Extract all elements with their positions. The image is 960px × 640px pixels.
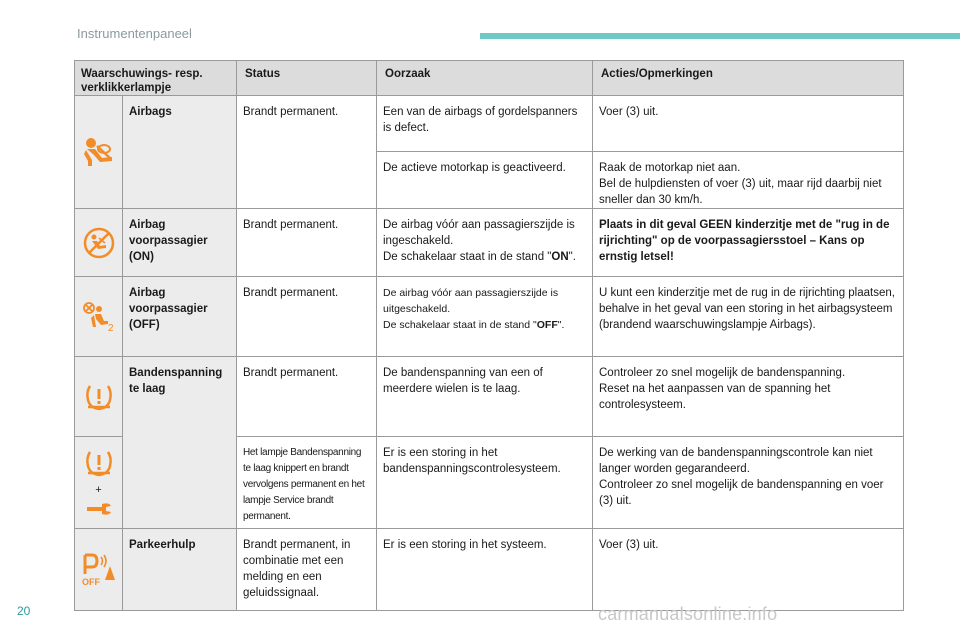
page-number: 20 [17, 604, 31, 618]
cause-text: Er is een storing in het systeem. [377, 529, 593, 611]
section-title: Instrumentenpaneel [77, 26, 192, 41]
action-text: U kunt een kinderzitje met de rug in de rijrichting plaatsen, behalve in het geval van een storing in het airbagsysteem (brandend waarschuwingslampje Airbags). [593, 277, 904, 357]
status-text: Brandt permanent. [237, 357, 377, 437]
action-line: Raak de motorkap niet aan. [599, 162, 741, 174]
action-text: Voer (3) uit. [593, 529, 904, 611]
park-assist-off-icon [75, 529, 123, 611]
status-text: Brandt permanent. [237, 209, 377, 277]
lamp-name: Bandenspanning te laag [123, 357, 237, 529]
watermark: carmanualsonline.info [598, 604, 778, 624]
cause-line [383, 317, 586, 333]
lamp-name: Airbag voorpassagier (ON) [123, 209, 237, 277]
table-header-row [75, 61, 904, 96]
passenger-airbag-off-icon [75, 277, 123, 357]
cause-line: De airbag vóór aan passagierszijde is uitgeschakeld. [383, 287, 559, 315]
title-accent-bar [480, 33, 960, 39]
tyre-service-icons [75, 437, 123, 529]
action-line: Bel de hulpdiensten of voer (3) uit, maar rijd daarbij niet sneller dan 30 km/h. [599, 178, 882, 206]
tyre-pressure-icon [75, 357, 123, 437]
action-text: Voer (3) uit. [593, 96, 904, 152]
passenger-airbag-on-icon [75, 209, 123, 277]
status-text: Brandt permanent, in combinatie met een melding en een geluidssignaal. [237, 529, 377, 611]
action-line: De werking van de bandenspanningscontrole kan niet langer worden gegarandeerd. [599, 447, 873, 475]
status-text: Het lampje Bandenspanning te laag knippert en brandt vervolgens permanent en het lampje Service brandt permanent. [237, 437, 377, 529]
cause-text-post: ". [557, 319, 565, 331]
cause-text-pre: De schakelaar staat in de stand " [383, 251, 552, 263]
column-header-action: Acties/Opmerkingen [593, 61, 904, 96]
switch-position: OFF [536, 319, 558, 331]
table-row [75, 529, 904, 611]
action-text [593, 357, 904, 437]
lamp-name: Parkeerhulp [123, 529, 237, 611]
status-text: Brandt permanent. [237, 277, 377, 357]
status-text: Brandt permanent. [237, 96, 377, 209]
cause-line [383, 249, 586, 265]
action-text: Plaats in dit geval GEEN kinderzitje met de "rug in de rijrichting" op de voorpassagiersstoel – Kans op ernstig letsel! [593, 209, 904, 277]
column-header-status: Status [237, 61, 377, 96]
table-row [75, 277, 904, 357]
tyre-pressure-icon [84, 448, 114, 478]
cause-text-post: ". [568, 251, 576, 263]
column-header-lamp: Waarschuwings- resp. verklikkerlampje [75, 61, 237, 96]
action-text [593, 152, 904, 209]
cause-text [377, 277, 593, 357]
svg-text:2: 2 [107, 322, 114, 333]
lamp-name: Airbags [123, 96, 237, 209]
cause-text: De actieve motorkap is geactiveerd. [377, 152, 593, 209]
switch-position: ON [551, 251, 569, 263]
column-header-cause: Oorzaak [377, 61, 593, 96]
lamp-name: Airbag voorpassagier (OFF) [123, 277, 237, 357]
cause-text: De bandenspanning van een of meerdere wielen is te laag. [377, 357, 593, 437]
action-text [593, 437, 904, 529]
action-line: Controleer zo snel mogelijk de bandenspanning. [599, 367, 846, 379]
table-row [75, 96, 904, 152]
airbag-warning-icon [75, 96, 123, 209]
cause-text [377, 209, 593, 277]
table-row [75, 357, 904, 437]
table-row [75, 209, 904, 277]
cause-text: Een van de airbags of gordelspanners is defect. [377, 96, 593, 152]
off-label: OFF [81, 576, 100, 587]
cause-text-pre: De schakelaar staat in de stand " [383, 319, 537, 331]
action-line: Controleer zo snel mogelijk de bandenspanning en voer (3) uit. [599, 479, 884, 507]
cause-text: Er is een storing in het bandenspanningscontrolesysteem. [377, 437, 593, 529]
warning-lamps-table [74, 60, 904, 611]
cause-line: De airbag vóór aan passagierszijde is ingeschakeld. [383, 219, 575, 247]
service-wrench-icon [85, 502, 113, 516]
action-line: Reset na het aanpassen van de spanning het controlesysteem. [599, 383, 831, 411]
plus-sign: + [95, 483, 102, 496]
